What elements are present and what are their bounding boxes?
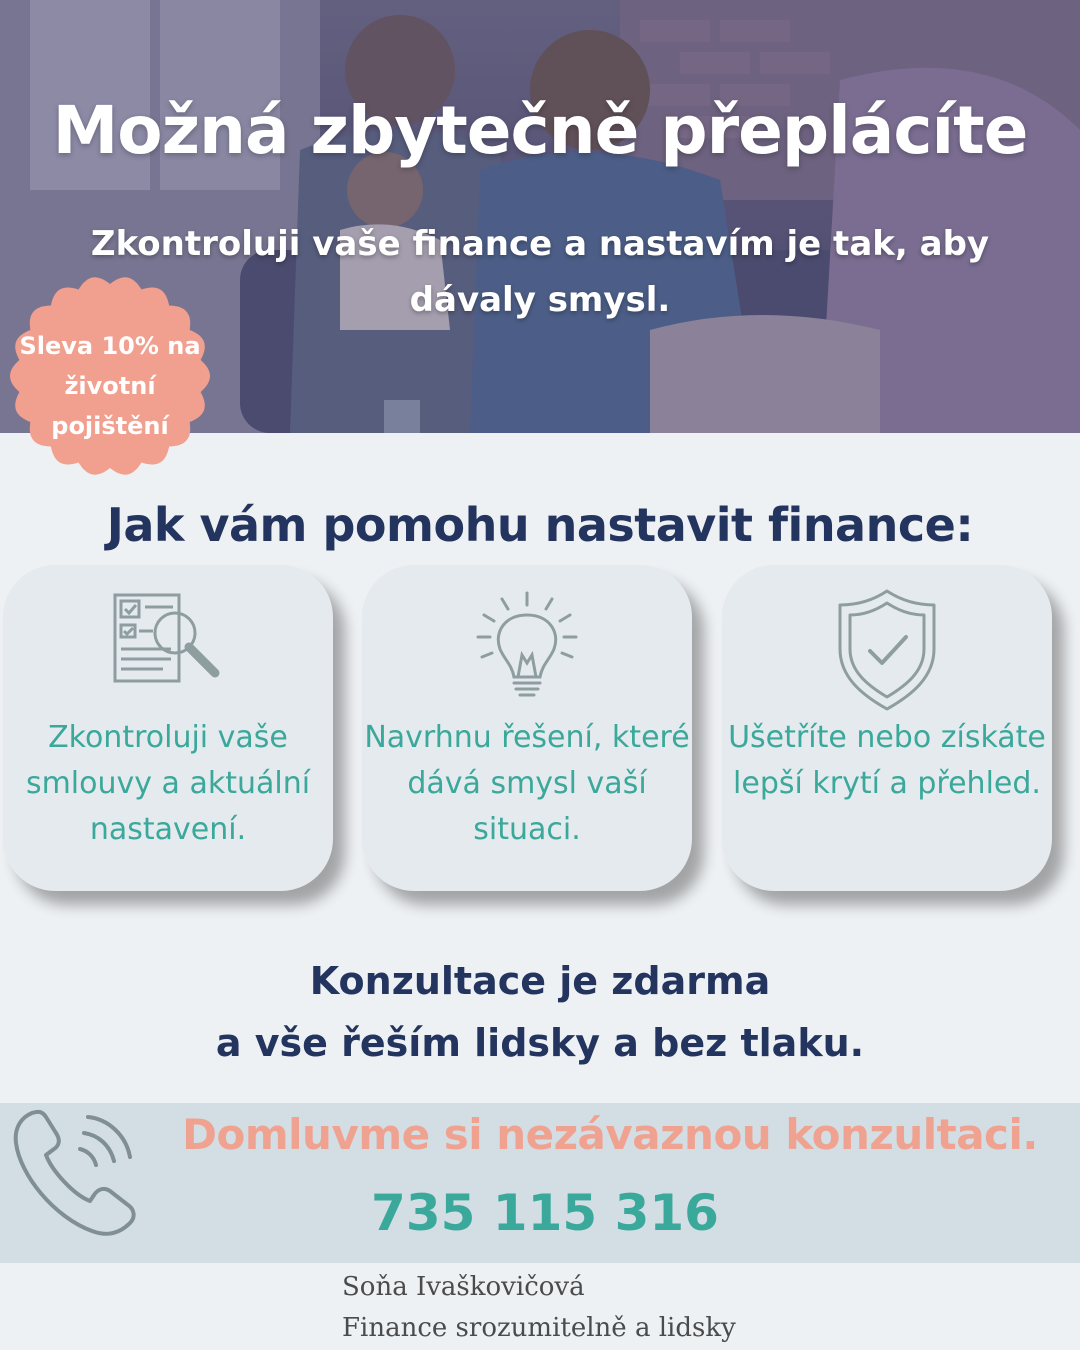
- card-save-money: [722, 565, 1052, 891]
- consultation-cta: Domluvme si nezávaznou konzultaci.: [182, 1110, 1038, 1159]
- card-text: Navrhnu řešení, které dává smysl vaší situaci.: [364, 720, 690, 847]
- card-text: Ušetříte nebo získáte lepší krytí a přehled.: [728, 720, 1046, 801]
- card-propose-solution: [362, 565, 692, 891]
- closing-message: [0, 950, 1080, 1074]
- section-heading: Jak vám pomohu nastavit finance:: [106, 498, 974, 552]
- hero-title: Možná zbytečně přeplácíte: [52, 92, 1028, 169]
- closing-line-1: Konzultace je zdarma: [309, 959, 771, 1003]
- document-magnifier-icon: [103, 585, 233, 715]
- card-text: Zkontroluji vaše smlouvy a aktuální nastavení.: [25, 720, 311, 847]
- lightbulb-icon: [462, 585, 592, 715]
- phone-number[interactable]: 735 115 316: [371, 1184, 719, 1242]
- hero-subtitle: Zkontroluji vaše finance a nastavím je tak, aby dávaly smysl.: [90, 224, 990, 320]
- signature-tagline: Finance srozumitelně a lidsky: [342, 1313, 736, 1343]
- phone-icon: [10, 1105, 146, 1241]
- closing-line-2: a vše řeším lidsky a bez tlaku.: [215, 1021, 865, 1065]
- discount-badge: [4, 270, 216, 482]
- discount-badge-text: Sleva 10% na životní pojištění: [19, 332, 201, 440]
- shield-check-icon: [822, 585, 952, 715]
- card-check-contracts: [3, 565, 333, 891]
- signature-name: Soňa Ivaškovičová: [342, 1272, 585, 1302]
